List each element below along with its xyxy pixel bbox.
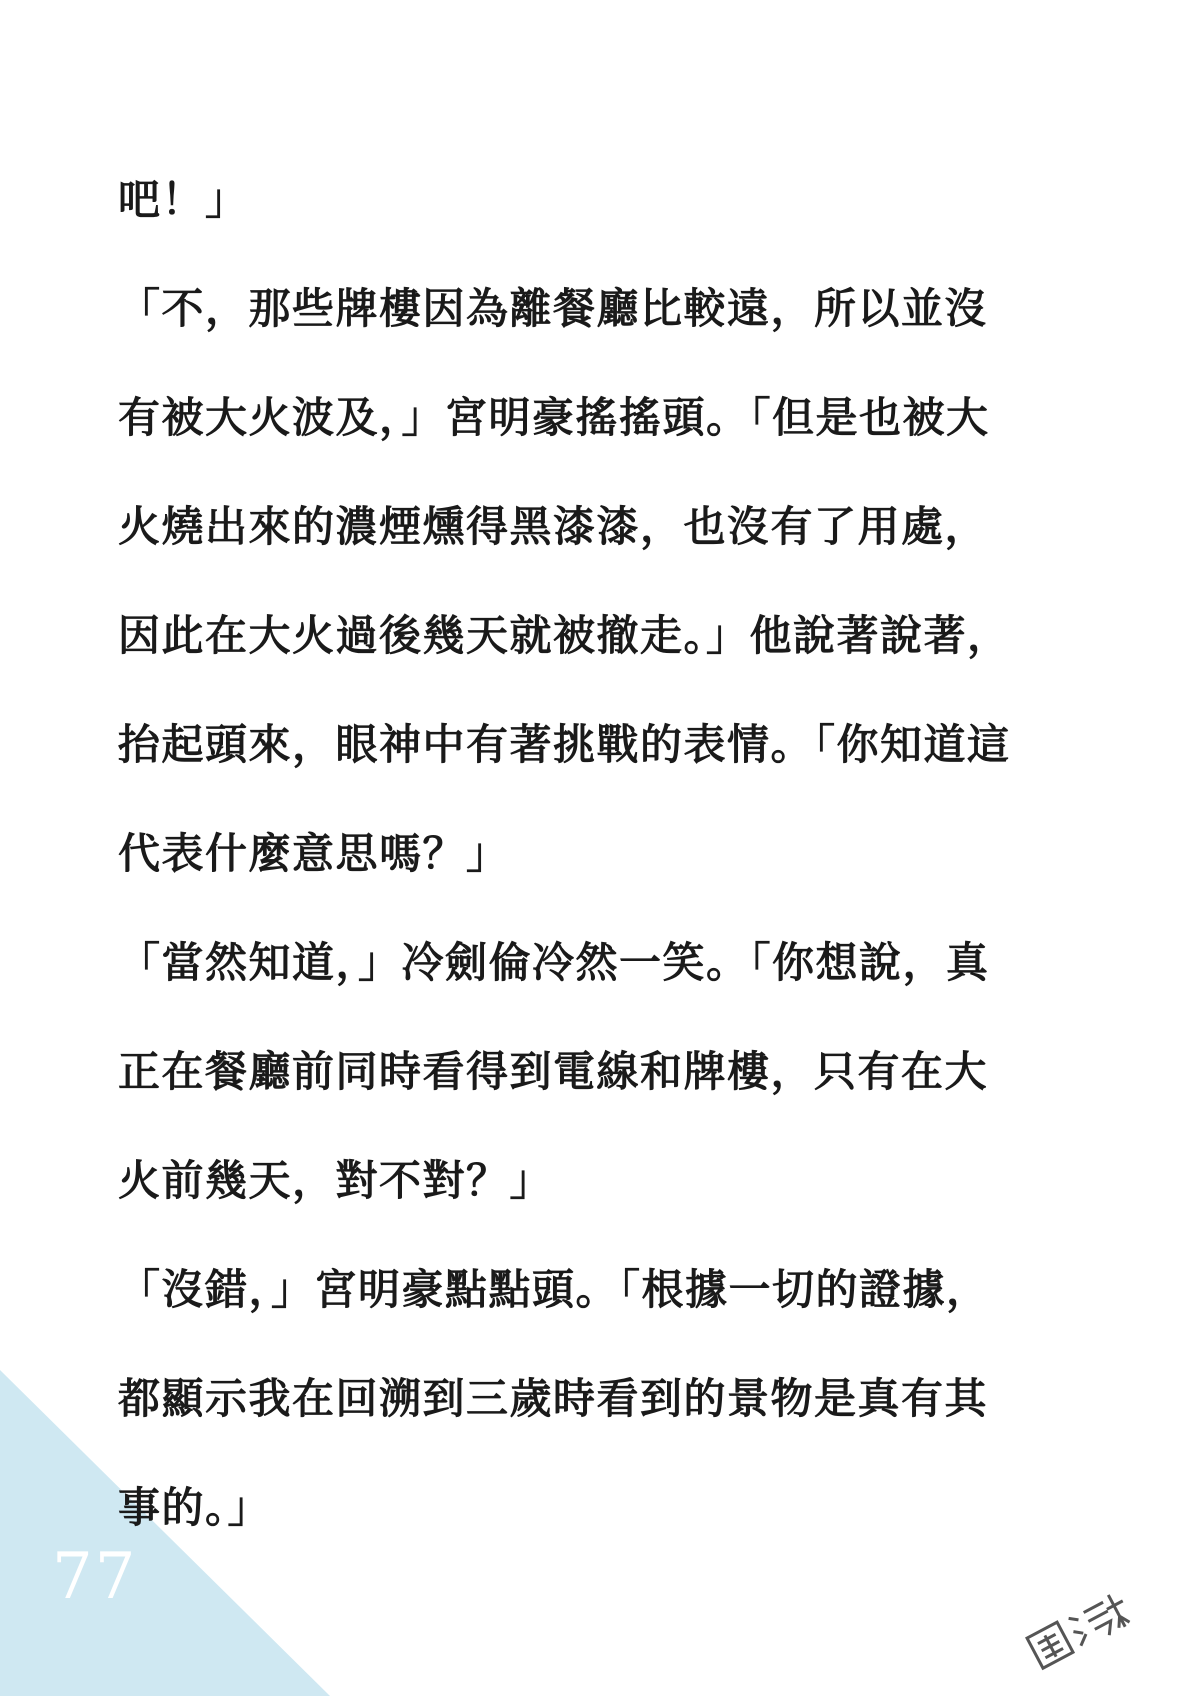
body-text: [118, 165, 1098, 1582]
text-line: 火前幾天，對不對？」: [118, 1156, 554, 1205]
text-line: 抬起頭來，眼神中有著挑戰的表情。「你知道這: [118, 720, 1011, 769]
manben-logo-stamp-icon: [1010, 1580, 1160, 1680]
text-line: 「不，那些牌樓因為離餐廳比較遠，所以並沒: [118, 284, 989, 333]
text-line: 正在餐廳前同時看得到電線和牌樓，只有在大: [118, 1047, 989, 1096]
text-line: 因此在大火過後幾天就被撤走。」他說著說著，: [118, 611, 1011, 660]
text-line: 火燒出來的濃煙燻得黑漆漆，也沒有了用處，: [118, 502, 989, 551]
text-line: 有被大火波及，」宮明豪搖搖頭。「但是也被大: [118, 393, 990, 442]
text-line: 「當然知道，」冷劍倫冷然一笑。「你想說，真: [118, 938, 990, 987]
text-line: 「沒錯，」宮明豪點點頭。「根據一切的證據，: [118, 1265, 990, 1314]
text-line: 代表什麼意思嗎？」: [118, 829, 510, 878]
text-line: 事的。」: [118, 1483, 272, 1532]
text-line: 吧！」: [118, 175, 249, 224]
page-number: 77: [52, 1540, 138, 1614]
text-line: 都顯示我在回溯到三歲時看到的景物是真有其: [118, 1374, 989, 1423]
